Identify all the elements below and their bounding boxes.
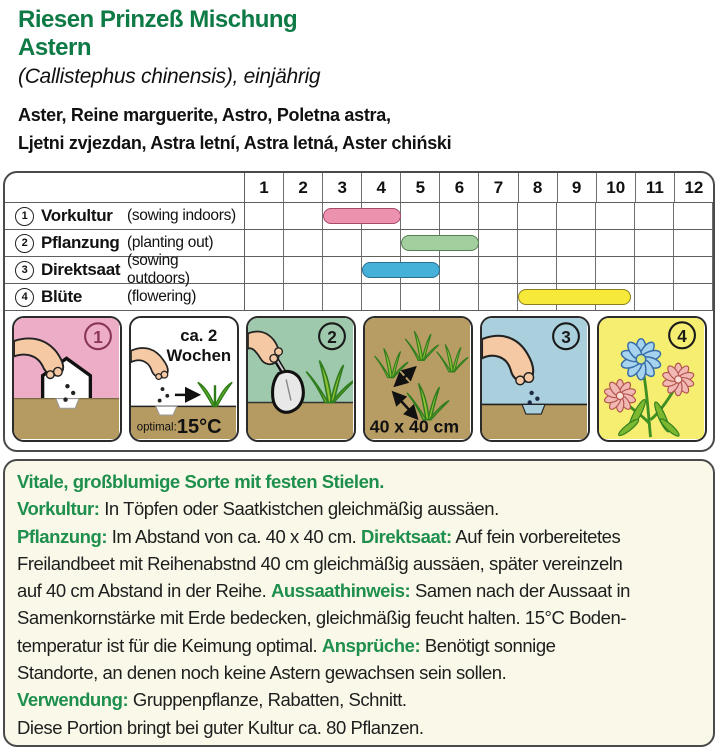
botanical-name: (Callistephus chinensis), einjährig [18, 65, 321, 88]
calendar-cell [479, 257, 518, 283]
keyword-text: Vorkultur: [17, 498, 100, 520]
month-header-3: 3 [323, 173, 362, 202]
calendar-row-label [5, 203, 244, 229]
calendar-cell [284, 203, 323, 229]
calendar-month-header [244, 173, 713, 202]
row-sublabel-text: (sowing indoors) [127, 207, 236, 224]
body-text: Benötigt sonnige [420, 634, 556, 656]
calendar-rows [5, 203, 713, 311]
calendar-cell [557, 257, 596, 283]
calendar-cell [284, 257, 323, 283]
body-text: Samenkornstärke mit Erde bedecken, gleichmäßig feucht halten. 15°C Boden- [17, 607, 627, 629]
pictogram-flowering [597, 316, 707, 442]
calendar-cell [245, 230, 284, 256]
step-number-icon: 4 [15, 288, 34, 307]
cultivation-instructions-panel [3, 459, 715, 747]
keyword-text: Verwendung: [17, 689, 129, 711]
calendar-cell [596, 257, 635, 283]
title-line1: Riesen Prinzeß Mischung [18, 6, 298, 33]
month-header-8: 8 [519, 173, 558, 202]
month-header-9: 9 [558, 173, 597, 202]
calendar-cell [674, 257, 713, 283]
synonyms-line1: Aster, Reine marguerite, Astro, Poletna astra, [18, 105, 391, 125]
row-label-text: Blüte [41, 287, 83, 306]
row-label-text: Vorkultur [41, 206, 113, 225]
pictogram-planting-out [246, 316, 356, 442]
synonyms-line2: Ljetni zvjezdan, Astra letní, Astra letná, Aster chiński [18, 132, 452, 153]
step-number-icon: 2 [15, 234, 34, 253]
variety-title [18, 6, 708, 62]
calendar-cell [518, 230, 557, 256]
germination-icon [131, 318, 236, 439]
calendar-cell [479, 203, 518, 229]
month-header-1: 1 [245, 173, 284, 202]
row-label-text: Pflanzung [41, 233, 120, 252]
outdoor-sowing-icon [482, 318, 587, 439]
calendar-cell [440, 284, 479, 310]
keyword-text: Ansprüche: [321, 634, 421, 656]
body-text: auf 40 cm Abstand in der Reihe. [17, 580, 272, 602]
month-header-4: 4 [362, 173, 401, 202]
cultivation-instructions [17, 468, 701, 741]
spacing-icon [365, 318, 470, 439]
instruction-line [17, 523, 701, 550]
calendar-cell [674, 230, 713, 256]
keyword-text: Pflanzung: [17, 525, 108, 547]
svg-text:4: 4 [677, 325, 687, 347]
calendar-cell [284, 284, 323, 310]
calendar-cell [245, 284, 284, 310]
planting-out-icon [248, 318, 353, 439]
calendar-row-blüte [5, 284, 713, 311]
body-text: temperatur ist für die Keimung optimal. [17, 634, 322, 656]
calendar-cell [440, 203, 479, 229]
packet-header [18, 6, 708, 157]
soil [248, 403, 353, 439]
sowing-calendar-table [5, 173, 713, 311]
pictogram-indoor-sowing [12, 316, 122, 442]
instruction-line [17, 577, 701, 604]
calendar-row-vorkultur [5, 203, 713, 230]
title-line2: Astern [18, 34, 92, 61]
indoor-sowing-icon [14, 318, 119, 439]
calendar-cell [674, 203, 713, 229]
weeks-label-line1: ca. 2 [180, 326, 218, 346]
calendar-cell [284, 230, 323, 256]
instruction-line [17, 659, 701, 686]
calendar-cell [635, 203, 674, 229]
body-text: Samen nach der Aussaat in [410, 580, 630, 602]
weeks-label-line2: Wochen [166, 346, 232, 366]
pictogram-spacing [363, 316, 473, 442]
pflanzung-period-bar [401, 235, 479, 251]
sowing-calendar-panel [3, 171, 715, 452]
keyword-text: Vitale, großblumige Sorte mit festen Stielen. [17, 471, 384, 492]
calendar-cell [362, 284, 401, 310]
month-header-12: 12 [684, 177, 704, 197]
instruction-line [17, 495, 701, 522]
row-sublabel-text: (planting out) [127, 234, 214, 251]
row-label-text: Direktsaat [41, 260, 121, 279]
calendar-cell [245, 203, 284, 229]
instruction-line [17, 714, 701, 741]
vorkultur-period-bar [323, 208, 401, 224]
month-header-2: 2 [284, 173, 323, 202]
body-text: Diese Portion bringt bei guter Kultur ca. 80 Pflanzen. [17, 716, 424, 738]
step-number-icon: 3 [15, 261, 34, 280]
month-header-10: 10 [597, 173, 636, 202]
body-text: Auf fein vorbereitetes [451, 525, 621, 547]
blüte-period-bar [518, 289, 631, 305]
flowering-icon [599, 318, 704, 439]
calendar-cell [635, 230, 674, 256]
month-header-5: 5 [401, 173, 440, 202]
synonym-names [18, 102, 708, 157]
calendar-header-spacer [5, 173, 244, 202]
calendar-cell [362, 230, 401, 256]
calendar-row-pflanzung [5, 230, 713, 257]
keyword-text: Direktsaat: [361, 525, 452, 547]
calendar-cell [596, 230, 635, 256]
calendar-row-label [5, 252, 244, 287]
calendar-cell [401, 203, 440, 229]
svg-text:1: 1 [93, 326, 103, 347]
row-sublabel-text: (flowering) [127, 288, 197, 305]
soil-notch [156, 406, 177, 415]
optimal-temperature: 15°C [176, 416, 222, 439]
pictogram-germination [129, 316, 239, 442]
instruction-line [17, 468, 701, 495]
pictogram-outdoor-sowing [480, 316, 590, 442]
calendar-row-months [244, 230, 713, 256]
calendar-cell [596, 203, 635, 229]
calendar-cell [401, 284, 440, 310]
calendar-cell [635, 257, 674, 283]
calendar-row-months [244, 257, 713, 283]
body-text: Freilandbeet mit Reihenabstnd 40 cm gleichmäßig aussäen, später vereinzeln [17, 552, 623, 574]
calendar-cell [323, 230, 362, 256]
soil-notch [522, 404, 545, 414]
calendar-cell [440, 257, 479, 283]
month-header-6: 6 [440, 173, 479, 202]
body-text: Gruppenpflanze, Rabatten, Schnitt. [128, 689, 407, 711]
keyword-text: Aussaathinweis: [271, 580, 411, 602]
calendar-cell [479, 284, 518, 310]
body-text: In Töpfen oder Saatkistchen gleichmäßig aussäen. [99, 498, 499, 520]
instruction-line [17, 686, 701, 713]
calendar-row-months [244, 203, 713, 229]
calendar-row-months [244, 284, 713, 310]
row-sublabel-text: (sowing outdoors) [127, 252, 190, 287]
instruction-line [17, 632, 701, 659]
calendar-cell [518, 257, 557, 283]
calendar-cell [518, 203, 557, 229]
svg-text:2: 2 [327, 326, 337, 347]
calendar-cell [323, 284, 362, 310]
spacing-label: 40 x 40 cm [369, 416, 460, 437]
calendar-cell [323, 257, 362, 283]
month-header-11: 11 [636, 173, 675, 202]
calendar-header-row [5, 173, 713, 203]
calendar-cell [635, 284, 674, 310]
month-header-7: 7 [479, 173, 518, 202]
svg-text:3: 3 [561, 326, 571, 347]
calendar-cell [245, 257, 284, 283]
calendar-cell [557, 230, 596, 256]
pictogram-row [12, 316, 707, 442]
instruction-line [17, 604, 701, 631]
body-text: Standorte, an denen noch keine Astern gewachsen sein sollen. [17, 662, 507, 684]
instruction-line [17, 550, 701, 577]
calendar-cell [557, 203, 596, 229]
direktsaat-period-bar [362, 262, 440, 278]
step-number-icon: 1 [15, 207, 34, 226]
calendar-cell [674, 284, 713, 310]
calendar-row-direktsaat [5, 252, 713, 287]
calendar-row-label [5, 284, 244, 310]
body-text: Im Abstand von ca. 40 x 40 cm. [107, 525, 362, 547]
optimal-label: optimal: [136, 421, 177, 434]
calendar-cell [479, 230, 518, 256]
